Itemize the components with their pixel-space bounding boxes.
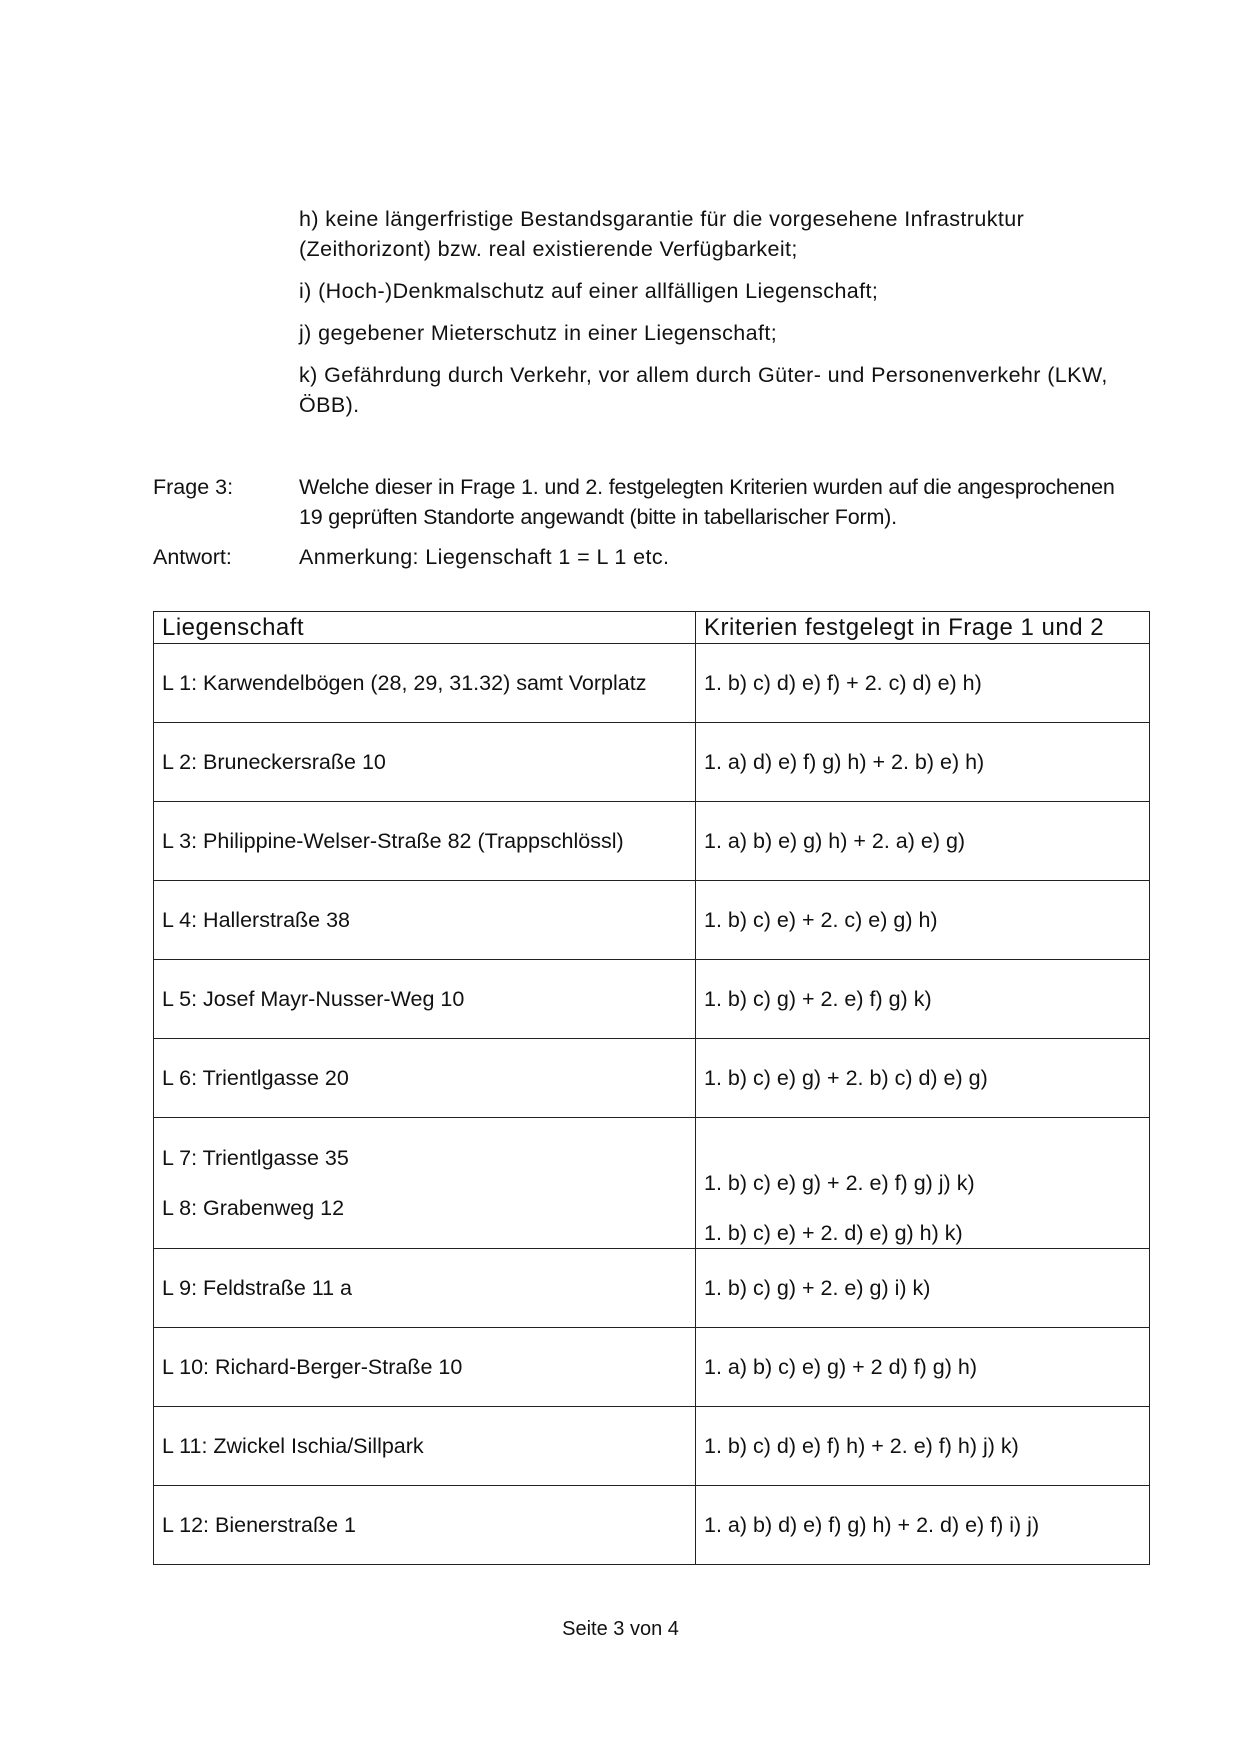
table-row [154, 1039, 1150, 1118]
table-row [154, 881, 1150, 960]
criteria-cell: 1. a) b) e) g) h) + 2. a) e) g) [696, 802, 1150, 881]
header-property: Liegenschaft [154, 612, 696, 644]
criteria-list-continued [299, 204, 1139, 432]
list-item-h: h) keine längerfristige Bestandsgarantie für die vorgesehene Infrastruktur (Zeithorizont) bzw. real existierende Verfügbarkeit; [299, 207, 1025, 261]
criteria-cell: 1. a) b) c) e) g) + 2 d) f) g) h) [696, 1328, 1150, 1407]
property-line: L 7: Trientlgasse 35 [162, 1146, 349, 1170]
criteria-cell: 1. b) c) g) + 2. e) g) i) k) [696, 1249, 1150, 1328]
property-cell: L 10: Richard-Berger-Straße 10 [154, 1328, 696, 1407]
property-cell: L 12: Bienerstraße 1 [154, 1486, 696, 1565]
table-row [154, 1407, 1150, 1486]
property-cell: L 9: Feldstraße 11 a [154, 1249, 696, 1328]
criteria-cell: 1. b) c) d) e) f) h) + 2. e) f) h) j) k) [696, 1407, 1150, 1486]
criteria-cell [696, 1118, 1150, 1249]
table-row [154, 1249, 1150, 1328]
criteria-cell: 1. a) d) e) f) g) h) + 2. b) e) h) [696, 723, 1150, 802]
question-text: Welche dieser in Frage 1. und 2. festgelegten Kriterien wurden auf die angesprochenen 19 geprüften Standorte angewandt (bitte in tabellarischer Form). [299, 475, 1115, 529]
property-cell: L 2: Bruneckersraße 10 [154, 723, 696, 802]
property-cell [154, 1118, 696, 1249]
criteria-line: 1. b) c) e) g) + 2. e) f) g) j) k) [704, 1171, 975, 1195]
table-row [154, 1486, 1150, 1565]
header-criteria: Kriterien festgelegt in Frage 1 und 2 [696, 612, 1150, 644]
property-cell: L 1: Karwendelbögen (28, 29, 31.32) samt Vorplatz [154, 644, 696, 723]
criteria-cell: 1. a) b) d) e) f) g) h) + 2. d) e) f) i) j) [696, 1486, 1150, 1565]
table-header-row [154, 612, 1150, 644]
criteria-table [153, 611, 1150, 1565]
answer-label: Antwort: [153, 545, 232, 569]
question-label: Frage 3: [153, 475, 234, 499]
criteria-cell: 1. b) c) d) e) f) + 2. c) d) e) h) [696, 644, 1150, 723]
property-cell: L 11: Zwickel Ischia/Sillpark [154, 1407, 696, 1486]
property-cell: L 4: Hallerstraße 38 [154, 881, 696, 960]
list-item-j: j) gegebener Mieterschutz in einer Liegenschaft; [299, 321, 778, 345]
page-footer: Seite 3 von 4 [562, 1618, 679, 1640]
table-row [154, 723, 1150, 802]
table-row [154, 1118, 1150, 1249]
table-row [154, 1328, 1150, 1407]
property-cell: L 6: Trientlgasse 20 [154, 1039, 696, 1118]
property-cell: L 3: Philippine-Welser-Straße 82 (Trappschlössl) [154, 802, 696, 881]
table-row [154, 644, 1150, 723]
table-row [154, 802, 1150, 881]
criteria-cell: 1. b) c) e) g) + 2. b) c) d) e) g) [696, 1039, 1150, 1118]
table-row [154, 960, 1150, 1039]
property-cell: L 5: Josef Mayr-Nusser-Weg 10 [154, 960, 696, 1039]
answer-text: Anmerkung: Liegenschaft 1 = L 1 etc. [299, 545, 670, 569]
list-item-i: i) (Hoch-)Denkmalschutz auf einer allfälligen Liegenschaft; [299, 279, 879, 303]
criteria-cell: 1. b) c) g) + 2. e) f) g) k) [696, 960, 1150, 1039]
list-item-k: k) Gefährdung durch Verkehr, vor allem durch Güter- und Personenverkehr (LKW, ÖBB). [299, 363, 1108, 417]
property-line: L 8: Grabenweg 12 [162, 1196, 345, 1220]
criteria-line: 1. b) c) e) + 2. d) e) g) h) k) [704, 1221, 963, 1245]
criteria-cell: 1. b) c) e) + 2. c) e) g) h) [696, 881, 1150, 960]
